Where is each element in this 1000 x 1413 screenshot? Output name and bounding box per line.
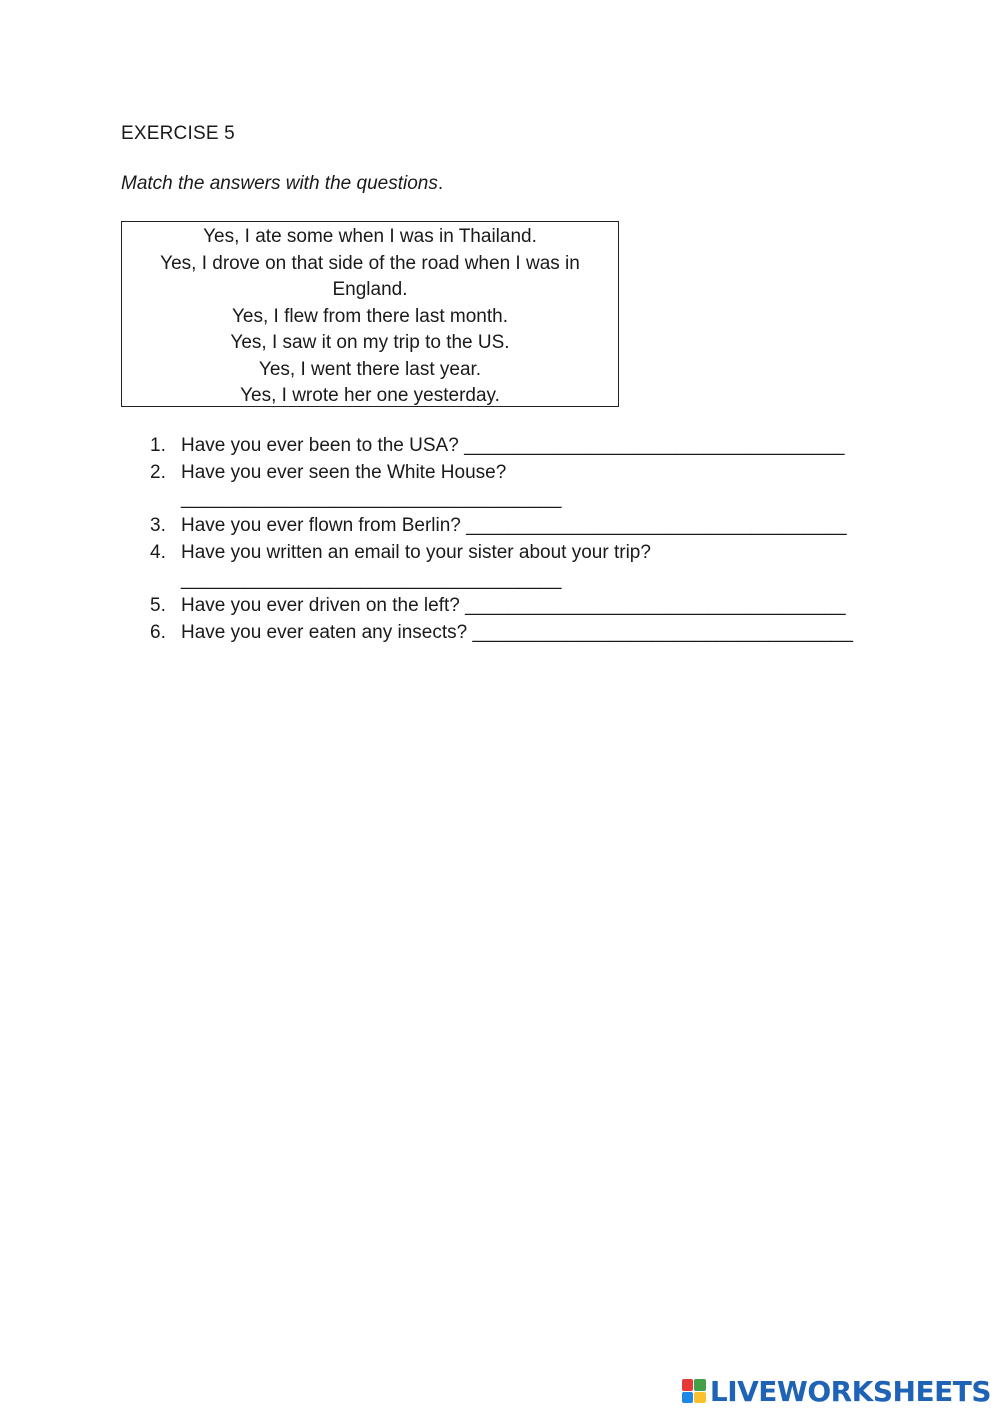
question-text: Have you ever flown from Berlin? [181, 515, 461, 537]
question-item [150, 433, 870, 460]
answer-blank[interactable]: ____________________________________ [181, 488, 562, 510]
question-item [150, 593, 870, 620]
logo-square [682, 1392, 694, 1404]
answer-blank[interactable]: ____________________________________ [466, 515, 847, 537]
logo-square [682, 1379, 694, 1391]
question-text: Have you ever been to the USA? [181, 435, 459, 456]
answer-option[interactable]: Yes, I wrote her one yesterday. [240, 385, 500, 406]
question-item [150, 540, 870, 593]
answer-option[interactable]: Yes, I saw it on my trip to the US. [230, 332, 510, 353]
question-item [150, 513, 870, 540]
instruction-italic: Match the answers with the questions [121, 173, 438, 194]
answer-option[interactable]: Yes, I ate some when I was in Thailand. [203, 226, 537, 247]
question-item [150, 620, 870, 647]
question-number: 6. [150, 621, 166, 643]
answer-bank [121, 221, 619, 407]
answer-option[interactable]: Yes, I drove on that side of the road when I was in England. [160, 252, 580, 300]
exercise-title: EXERCISE 5 [121, 123, 235, 144]
answer-blank[interactable]: ____________________________________ [465, 595, 846, 617]
question-number: 3. [150, 515, 166, 537]
instruction-period: . [437, 173, 444, 194]
question-text: Have you ever seen the White House? [181, 461, 507, 483]
answer-option[interactable]: Yes, I flew from there last month. [232, 305, 508, 327]
instruction-text [121, 173, 443, 195]
question-list [150, 433, 870, 647]
question-number: 5. [150, 595, 166, 617]
answer-blank[interactable]: ____________________________________ [464, 435, 845, 456]
question-text: Have you ever eaten any insects? [181, 621, 468, 643]
question-item [150, 460, 870, 513]
question-text: Have you ever driven on the left? [181, 595, 460, 617]
logo-square [694, 1379, 706, 1391]
liveworksheets-logo-icon [682, 1379, 706, 1403]
answer-blank[interactable]: ____________________________________ [472, 621, 853, 643]
question-number: 2. [150, 461, 166, 483]
answer-option[interactable]: Yes, I went there last year. [258, 358, 482, 380]
brand-name: LIVEWORKSHEETS [709, 1374, 991, 1408]
question-number: 4. [150, 541, 166, 563]
question-number: 1. [150, 435, 166, 456]
brand-footer[interactable] [682, 1375, 991, 1407]
logo-square [694, 1392, 706, 1404]
answer-blank[interactable]: ____________________________________ [181, 568, 562, 590]
question-text: Have you written an email to your sister about your trip? [181, 541, 651, 563]
